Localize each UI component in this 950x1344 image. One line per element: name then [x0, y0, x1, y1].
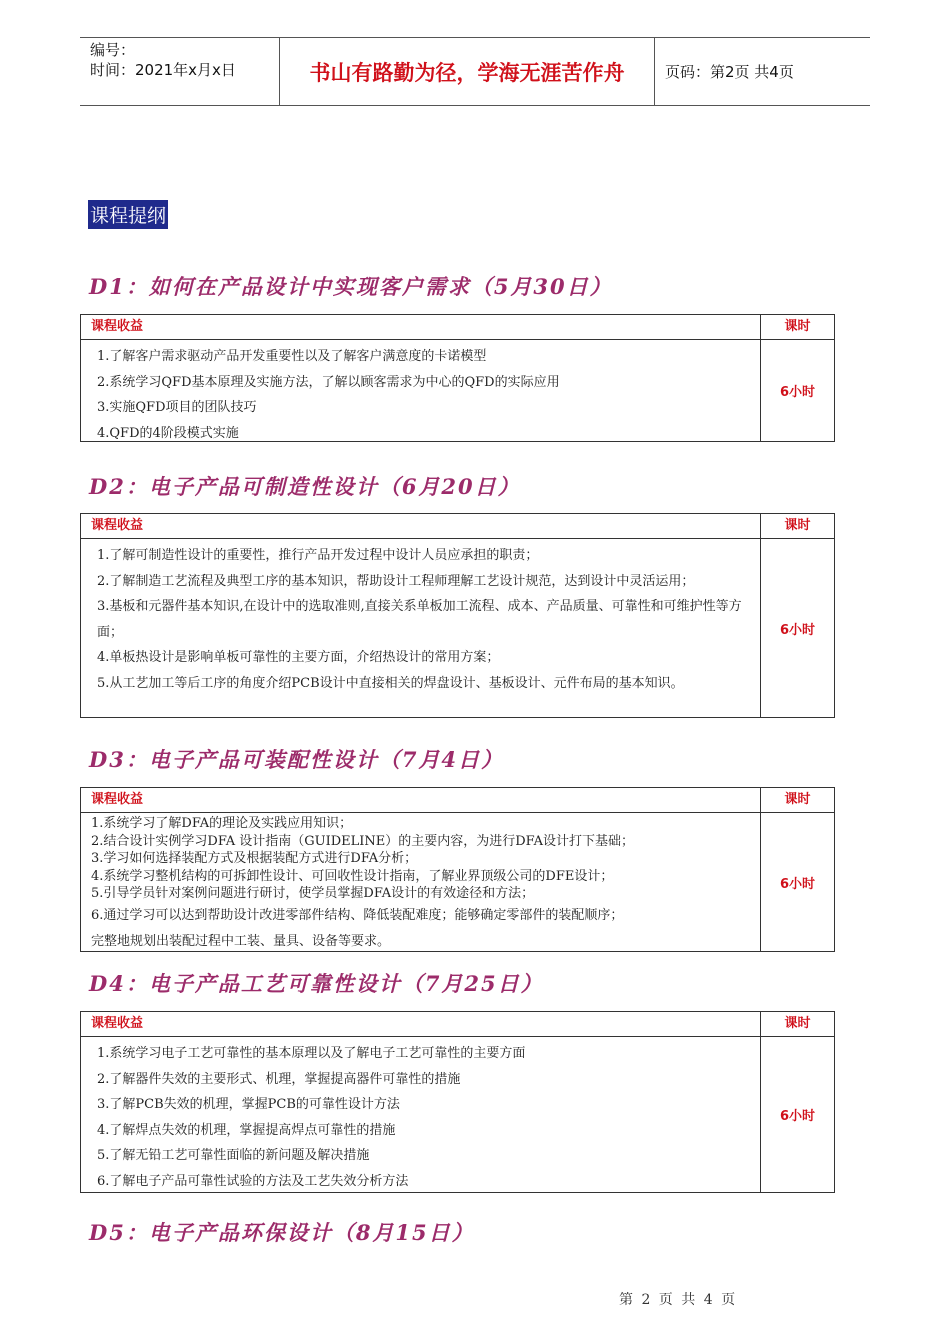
benefit-header: 课程收益 [91, 518, 144, 533]
header-page-info: 页码：第2页 共4页 [665, 63, 794, 81]
course-table-d2 [80, 513, 835, 718]
hours-header: 课时 [760, 788, 834, 812]
benefit-header: 课程收益 [91, 792, 144, 807]
benefit-list [81, 539, 760, 717]
list-item: 1.了解客户需求驱动产品开发重要性以及了解客户满意度的卡诺模型 [97, 349, 487, 364]
hours-header: 课时 [760, 315, 834, 339]
table-body [81, 340, 834, 441]
section-title-d5: D5：电子产品环保设计（8月15日） [89, 1220, 475, 1245]
list-item: 3.学习如何选择装配方式及根据装配方式进行DFA分析； [91, 851, 418, 866]
table-header [81, 788, 834, 813]
hours-value: 6小时 [760, 813, 834, 951]
benefit-list [81, 813, 760, 951]
serial-label: 编号： [90, 41, 136, 59]
page-footer: 第 2 页 共 4 页 [619, 1292, 738, 1308]
hours-header: 课时 [760, 1012, 834, 1036]
date-label: 时间：2021年x月x日 [90, 61, 236, 79]
list-item: 5.从工艺加工等后工序的角度介绍PCB设计中直接相关的焊盘设计、基板设计、元件布局的基本知识。 [97, 675, 684, 691]
list-item: 1.了解可制造性设计的重要性，推行产品开发过程中设计人员应承担的职责； [97, 548, 539, 563]
benefit-list [81, 340, 760, 441]
course-table-d3 [80, 787, 835, 952]
list-item: 1.系统学习了解DFA的理论及实践应用知识； [91, 816, 353, 831]
list-item: 4.了解焊点失效的机理，掌握提高焊点可靠性的措施 [97, 1122, 396, 1138]
hours-header: 课时 [760, 514, 834, 538]
list-item: 2.系统学习QFD基本原理及实施方法，了解以顾客需求为中心的QFD的实际应用 [97, 374, 560, 390]
list-item: 4.系统学习整机结构的可拆卸性设计、可回收性设计指南，了解业界顶级公司的DFE设计； [91, 868, 614, 884]
hours-value: 6小时 [760, 1037, 834, 1192]
list-item: 2.了解器件失效的主要形式、机理，掌握提高器件可靠性的措施 [97, 1071, 461, 1087]
table-body [81, 1037, 834, 1192]
list-item: 4.单板热设计是影响单板可靠性的主要方面，介绍热设计的常用方案； [97, 650, 500, 665]
table-header [81, 514, 834, 539]
list-item: 3.了解PCB失效的机理，掌握PCB的可靠性设计方法 [97, 1097, 400, 1112]
table-header [81, 315, 834, 340]
section-title-d3: D3：电子产品可装配性设计（7月4日） [89, 747, 505, 772]
list-item: 4.QFD的4阶段模式实施 [97, 425, 239, 441]
table-header [81, 1012, 834, 1037]
page-header [80, 37, 870, 106]
list-item: 完整地规划出装配过程中工装、量具、设备等要求。 [91, 933, 391, 949]
course-table-d1 [80, 314, 835, 442]
benefit-header: 课程收益 [91, 1016, 144, 1031]
benefit-header: 课程收益 [91, 319, 144, 334]
section-title-d1: D1：如何在产品设计中实现客户需求（5月30日） [89, 274, 613, 299]
benefit-list [81, 1037, 760, 1192]
course-table-d4 [80, 1011, 835, 1193]
list-item: 6.通过学习可以达到帮助设计改进零部件结构、降低装配难度；能够确定零部件的装配顺序； [91, 907, 624, 923]
table-body [81, 813, 834, 951]
list-item: 2.了解制造工艺流程及典型工序的基本知识，帮助设计工程师理解工艺设计规范，达到设计中灵活运用； [97, 573, 695, 589]
section-title-d4: D4：电子产品工艺可靠性设计（7月25日） [89, 971, 544, 996]
header-motto: 书山有路勤为径，学海无涯苦作舟 [280, 38, 655, 105]
list-item: 2.结合设计实例学习DFA 设计指南（GUIDELINE）的主要内容，为进行DFA设计打下基础； [91, 833, 634, 849]
list-item: 3.实施QFD项目的团队技巧 [97, 400, 257, 415]
header-left-cell [80, 38, 280, 105]
list-item: 5.引导学员针对案例问题进行研讨，使学员掌握DFA设计的有效途径和方法； [91, 886, 535, 901]
list-item: 6.了解电子产品可靠性试验的方法及工艺失效分析方法 [97, 1173, 409, 1189]
list-item: 1.系统学习电子工艺可靠性的基本原理以及了解电子工艺可靠性的主要方面 [97, 1046, 526, 1061]
list-item: 3.基板和元器件基本知识,在设计中的选取准则,直接关系单板加工流程、成本、产品质量、可靠性和可维护性等方面； [97, 599, 742, 640]
list-item: 5.了解无铅工艺可靠性面临的新问题及解决措施 [97, 1148, 370, 1163]
hours-value: 6小时 [760, 539, 834, 717]
outline-title: 课程提纲 [88, 200, 168, 229]
table-body [81, 539, 834, 717]
section-title-d2: D2：电子产品可制造性设计（6月20日） [89, 474, 521, 499]
hours-value: 6小时 [760, 340, 834, 441]
